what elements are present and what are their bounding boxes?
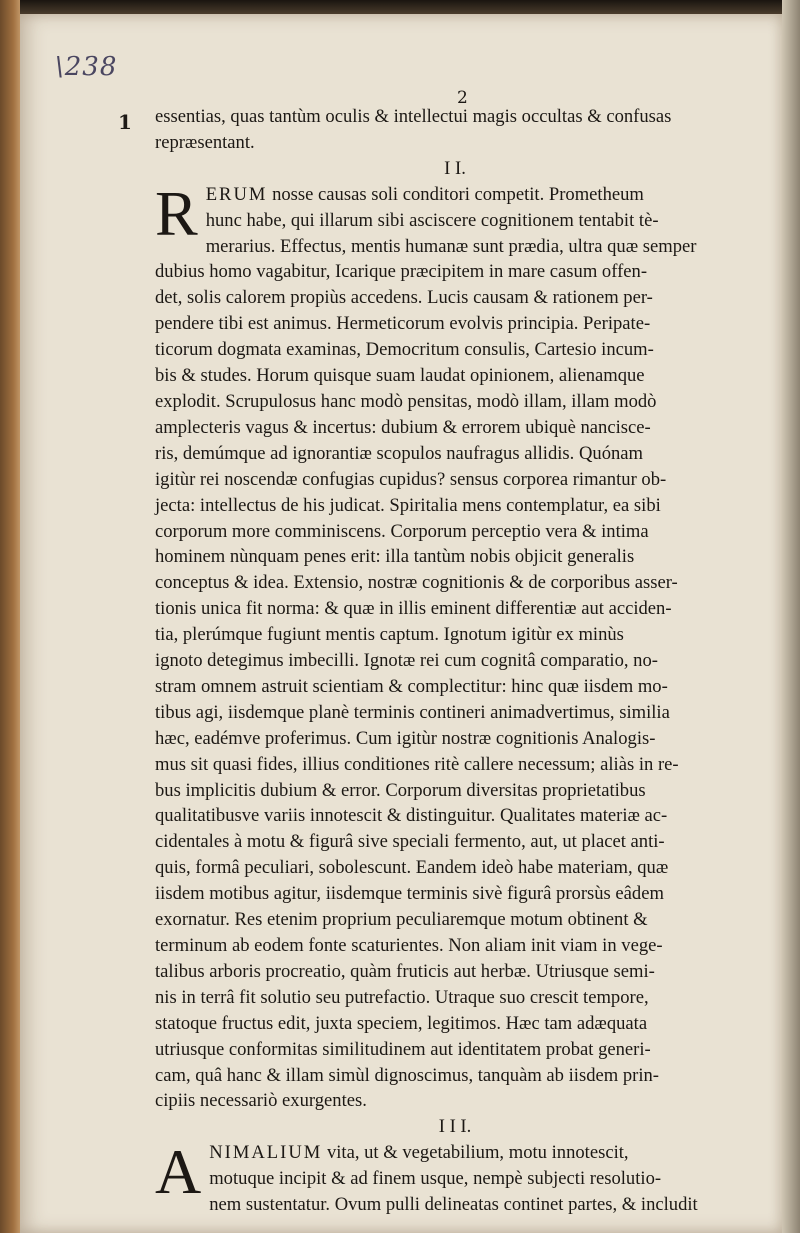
section-iii-lines (155, 1166, 755, 1218)
first-word: ERUM (205, 183, 268, 205)
top-edge (20, 0, 800, 14)
text-line: qualitatibusve variis innotescit & distinguitur. Qualitates materiæ ac- (155, 805, 668, 827)
drop-cap: A (155, 1136, 202, 1208)
text-line: det, solis calorem propiùs accedens. Lucis causam & rationem per- (155, 287, 653, 309)
first-line-rest: vita, ut & vegetabilium, motu innotescit, (322, 1142, 629, 1164)
text-line: hominem nùnquam penes erit: illa tantùm nobis objicit generalis (155, 546, 635, 568)
text-line: tia, plerúmque fugiunt mentis captum. Ignotum igitùr ex minùs (155, 624, 624, 646)
text-line: statoque fructus edit, juxta speciem, legitimos. Hæc tam adæquata (155, 1012, 648, 1034)
section-ii-lines (155, 208, 755, 1115)
text-line: stram omnem astruit scientiam & complectitur: hinc quæ iisdem mo- (155, 675, 668, 697)
text-line: tibus agi, iisdemque planè terminis contineri animadvertimus, similia (155, 701, 670, 723)
drop-cap: R (155, 177, 198, 249)
text-line: dubius homo vagabitur, Icarique præcipitem in mare casum offen- (155, 261, 648, 283)
text-line: ignoto detegimus imbecilli. Ignotæ rei cum cognitâ comparatio, no- (155, 650, 658, 672)
text-line: corporum more comminiscens. Corporum perceptio vera & intima (155, 520, 649, 542)
first-word: NIMALIUM (209, 1142, 323, 1164)
text-line: talibus arboris procreatio, quàm fruticis aut herbæ. Utriusque semi- (155, 960, 655, 982)
text-line (155, 182, 755, 208)
page-edges (782, 0, 800, 1233)
text-line: hunc habe, qui illarum sibi asciscere cognitionem tentabit tè- (205, 209, 659, 231)
text-line: quis, formâ peculiari, sobolescunt. Eandem ideò habe materiam, quæ (155, 857, 669, 879)
text-line: nis in terrâ fit solutio seu putrefactio. Utraque suo crescit tempore, (155, 986, 649, 1008)
text-line: bis & studes. Horum quisque suam laudat opinionem, alienamque (155, 365, 645, 387)
text-line: amplecteris vagus & incertus: dubium & errorem ubiquè nancisce- (155, 416, 651, 438)
text-line: essentias, quas tantùm oculis & intellectui magis occultas & confusas (155, 106, 672, 127)
text-line: nem sustentatur. Ovum pulli delineatas continet partes, & includit (209, 1194, 698, 1216)
text-line: bus implicitis dubium & error. Corporum diversitas proprietatibus (155, 779, 646, 801)
text-line: pendere tibi est animus. Hermeticorum evolvis principia. Peripate- (155, 313, 651, 335)
text-line: explodit. Scrupulosus hanc modò pensitas, modò illam, illam modò (155, 390, 657, 412)
text-line: ticorum dogmata examinas, Democritum consulis, Cartesio incum- (155, 339, 654, 361)
book-spine (0, 0, 22, 1233)
text-line: tionis unica fit norma: & quæ in illis eminent differentiæ aut acciden- (155, 598, 672, 620)
page-number: 2 (457, 88, 468, 108)
text-line: terminum ab eodem fonte scaturientes. Non aliam init viam in vege- (155, 935, 663, 956)
section-heading-ii: I I. (444, 157, 466, 179)
text-line: hæc, eadémve proferimus. Cum igitùr nostræ cognitionis Analogis- (155, 727, 656, 749)
text-line: exornatur. Res etenim proprium peculiaremque motum obtinent & (155, 909, 648, 931)
body-text (155, 104, 755, 1218)
section-ii (155, 177, 755, 1115)
text-line: cipiis necessariò exurgentes. (155, 1090, 367, 1112)
text-line: cidentales à motu & figurâ sive speciali fermento, aut, ut placet anti- (155, 831, 665, 853)
text-line: motuque incipit & ad finem usque, nempè subjecti resolutio- (209, 1168, 662, 1190)
text-line: merarius. Effectus, mentis humanæ sunt prædia, ultra quæ semper (205, 235, 697, 257)
section-iii (155, 1136, 755, 1218)
text-line: ris, demúmque ad ignorantiæ scopulos naufragus allidis. Quónam (155, 442, 644, 464)
text-line: mus sit quasi fides, illius conditiones ritè callere necessum; aliàs in re- (155, 753, 679, 775)
text-line: cam, quâ hanc & illam simùl dignoscimus, tanquàm ab iisdem prin- (155, 1064, 660, 1086)
text-line (155, 1140, 755, 1166)
section-heading-iii: I I I. (438, 1116, 472, 1138)
first-line-rest: nosse causas soli conditori competit. Prometheum (267, 183, 644, 205)
text-line: conceptus & idea. Extensio, nostræ cognitionis & de corporibus asser- (155, 572, 678, 594)
text-line: igitùr rei noscendæ confugias cupidus? sensus corporea rimantur ob- (155, 468, 667, 490)
margin-mark: 1 (118, 110, 132, 134)
text-line: utriusque conformitas similitudinem aut identitatem probat generi- (155, 1038, 651, 1060)
text-line: repræsentant. (155, 131, 255, 153)
text-line: jecta: intellectus de his judicat. Spiritalia mens contemplatur, ea sibi (155, 494, 661, 516)
shelfmark: \238 (55, 52, 118, 82)
text-line: iisdem motibus agitur, iisdemque terminis sivè figurâ prorsùs eâdem (155, 883, 664, 905)
